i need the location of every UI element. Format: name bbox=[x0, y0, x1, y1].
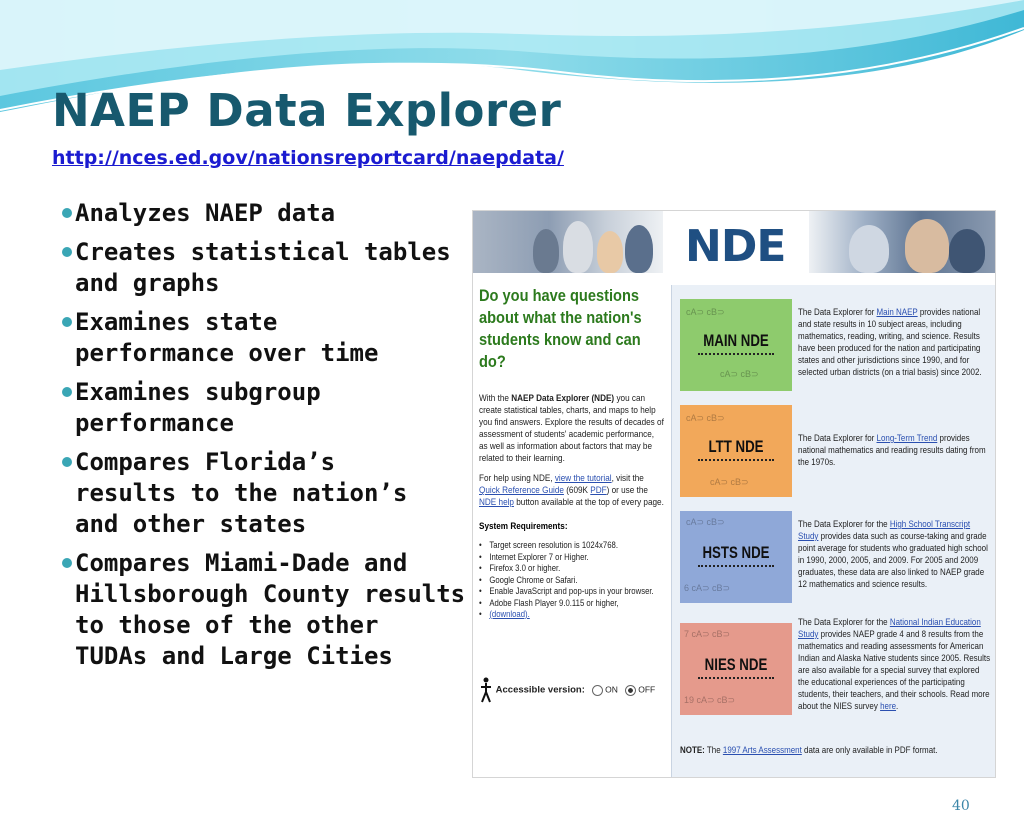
hsts-nde-card[interactable]: cA⊃ cB⊃ 6 cA⊃ cB⊃ HSTS NDE bbox=[680, 511, 792, 603]
bullet-item bbox=[60, 377, 470, 439]
accessible-version-label: Accessible version: bbox=[495, 684, 585, 696]
main-nde-description: The Data Explorer for Main NAEP provides national and state results in 10 subject areas, including mathematics, reading, writing, and science. Results have been produced for the nation and participating states and other jurisdictions since 1990, and for selected urban districts (on a trial basis) since 2002. bbox=[798, 307, 982, 378]
off-radio[interactable] bbox=[625, 685, 636, 696]
bullet-line: Examines subgroup bbox=[75, 378, 321, 406]
bullet-list bbox=[60, 198, 470, 680]
bullet-line: Examines state bbox=[75, 308, 278, 336]
bullet-dot-icon bbox=[62, 317, 72, 327]
bullet-dot-icon bbox=[62, 457, 72, 467]
bullet-item bbox=[60, 548, 470, 672]
bullet-dot-icon bbox=[62, 387, 72, 397]
requirement-item: • Enable JavaScript and pop-ups in your browser. bbox=[479, 586, 664, 598]
bullet-item bbox=[60, 307, 470, 369]
data-explorer-options-panel bbox=[671, 285, 996, 777]
bullet-line: to those of the other bbox=[75, 611, 379, 639]
ltt-nde-description: The Data Explorer for Long-Term Trend provides national mathematics and reading results dating from the 1970s. bbox=[798, 433, 986, 468]
bullet-line: Compares Miami-Dade and bbox=[75, 549, 408, 577]
page-number: 40 bbox=[952, 798, 970, 814]
nde-logo: NDE bbox=[685, 221, 786, 272]
bullet-dot-icon bbox=[62, 558, 72, 568]
nde-homepage-screenshot bbox=[472, 210, 996, 778]
slide-title: NAEP Data Explorer bbox=[52, 84, 562, 137]
question-heading: Do you have questions about what the nation's students know and can do? bbox=[479, 286, 642, 371]
ltt-nde-label: LTT NDE bbox=[708, 437, 764, 456]
quick-reference-guide-link[interactable]: Quick Reference Guide bbox=[479, 485, 564, 496]
main-naep-link[interactable]: Main NAEP bbox=[876, 307, 918, 318]
bullet-line: Compares Florida’s bbox=[75, 448, 336, 476]
off-label: OFF bbox=[638, 684, 656, 695]
bullet-item bbox=[60, 237, 470, 299]
pdf-link[interactable]: PDF bbox=[590, 485, 607, 496]
ltt-nde-card[interactable]: cA⊃ cB⊃ cA⊃ cB⊃ LTT NDE bbox=[680, 405, 792, 497]
national-indian-education-study-link[interactable]: National Indian Education Study bbox=[798, 617, 981, 640]
requirement-item: • Firefox 3.0 or higher. bbox=[479, 563, 664, 575]
requirement-item: • Target screen resolution is 1024x768. bbox=[479, 540, 664, 552]
nde-help-link[interactable]: NDE help bbox=[479, 497, 514, 508]
tutorial-link[interactable]: view the tutorial bbox=[554, 473, 612, 484]
arts-assessment-note: NOTE: The 1997 Arts Assessment data are only available in PDF format. bbox=[680, 745, 938, 756]
bullet-line: Analyzes NAEP data bbox=[75, 199, 336, 227]
bullet-item bbox=[60, 198, 470, 229]
bullet-line: Creates statistical tables bbox=[75, 238, 451, 266]
accessible-version-row bbox=[479, 677, 665, 703]
bullet-line: results to the nation’s bbox=[75, 479, 408, 507]
requirement-item: • Google Chrome or Safari. bbox=[479, 575, 664, 587]
nies-nde-description: The Data Explorer for the National Indian Education Study provides NAEP grade 4 and 8 results from the mathematics and reading assessments for American Indian and Alaska Native students since 2005. Results are also available for a special survey that explored the educational experiences of the participating students, their teachers, and their schools. Read more about the NIES survey here. bbox=[798, 617, 991, 712]
main-nde-card[interactable]: cA⊃ cB⊃ cA⊃ cB⊃ MAIN NDE bbox=[680, 299, 792, 391]
bullet-line: performance over time bbox=[75, 339, 379, 367]
requirement-item: • Internet Explorer 7 or Higher. bbox=[479, 552, 664, 564]
bullet-line: performance bbox=[75, 409, 234, 437]
main-nde-label: MAIN NDE bbox=[703, 331, 769, 350]
system-requirements-heading: System Requirements: bbox=[479, 521, 568, 532]
students-photo-right bbox=[809, 211, 995, 273]
bullet-line: and graphs bbox=[75, 269, 220, 297]
bullet-line: and other states bbox=[75, 510, 307, 538]
nies-nde-label: NIES NDE bbox=[704, 655, 768, 674]
high-school-transcript-study-link[interactable]: High School Transcript Study bbox=[798, 519, 971, 542]
help-text: For help using NDE, view the tutorial, visit the Quick Reference Guide (609K PDF) or use the NDE help button available at the top of every page. bbox=[479, 473, 664, 508]
requirement-item: • Adobe Flash Player 9.0.115 or higher, bbox=[479, 598, 664, 610]
on-label: ON bbox=[605, 684, 618, 695]
hsts-nde-label: HSTS NDE bbox=[702, 543, 770, 562]
nies-nde-card[interactable]: 7 cA⊃ cB⊃ 19 cA⊃ cB⊃ NIES NDE bbox=[680, 623, 792, 715]
hsts-nde-description: The Data Explorer for the High School Transcript Study provides data such as course-taking and grade point average for students who graduated high school in 1990, 2000, 2005, and 2009. For 2005 and 2009 graduates, these data are also linked to NAEP grade 12 mathematics and science results. bbox=[798, 519, 988, 590]
naep-data-url-link[interactable]: http://nces.ed.gov/nationsreportcard/naepdata/ bbox=[52, 147, 564, 169]
on-radio[interactable] bbox=[592, 685, 603, 696]
students-photo-left bbox=[473, 211, 663, 273]
arts-assessment-link[interactable]: 1997 Arts Assessment bbox=[722, 745, 802, 756]
nde-banner bbox=[473, 211, 995, 273]
bullet-dot-icon bbox=[62, 247, 72, 257]
bullet-line: TUDAs and Large Cities bbox=[75, 642, 393, 670]
nies-survey-here-link[interactable]: here bbox=[880, 701, 897, 712]
long-term-trend-link[interactable]: Long-Term Trend bbox=[876, 433, 938, 444]
bullet-item bbox=[60, 447, 470, 540]
accessibility-icon bbox=[479, 677, 493, 703]
requirements-list bbox=[479, 540, 664, 621]
nde-intro-column bbox=[479, 285, 665, 621]
flash-download-link[interactable]: (download). bbox=[489, 609, 530, 619]
intro-text: With the NAEP Data Explorer (NDE) you can create statistical tables, charts, and maps to help you find answers. Explore the results of decades of assessment of students' academic performance, as well as information about factors that may be related to their learning. bbox=[479, 393, 664, 464]
download-row bbox=[479, 609, 664, 621]
bullet-dot-icon bbox=[62, 208, 72, 218]
bullet-line: Hillsborough County results bbox=[75, 580, 466, 608]
